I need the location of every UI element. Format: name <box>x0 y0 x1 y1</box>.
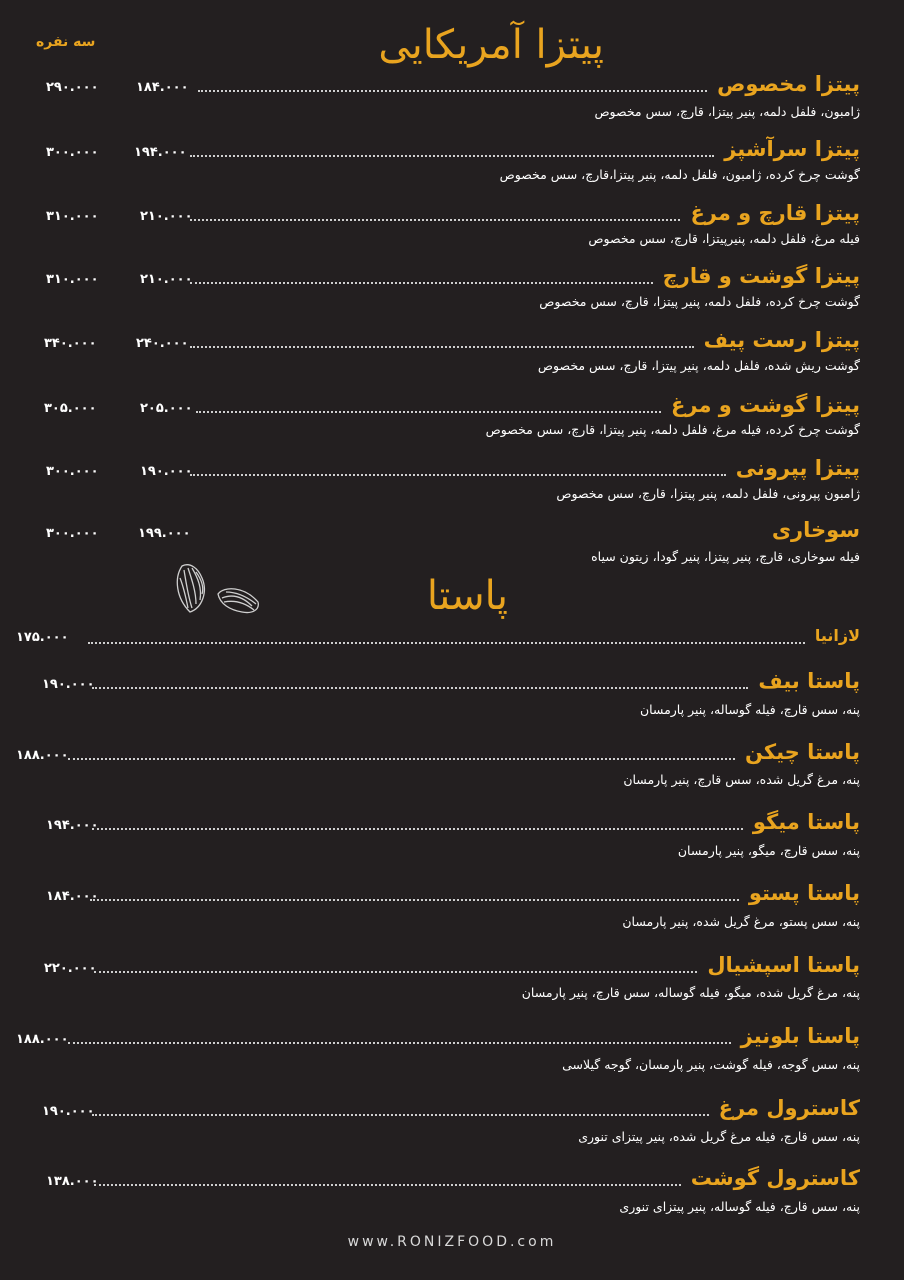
item-price: ۱۸۸.۰۰۰ <box>16 1032 69 1047</box>
item-price-large: ۳۱۰.۰۰۰ <box>46 209 99 224</box>
menu-item <box>92 808 860 836</box>
menu-item <box>196 391 860 419</box>
item-name: پاستا چیکن <box>744 740 860 764</box>
item-price: ۲۴۰.۰۰۰ <box>136 336 189 351</box>
dot-leader <box>190 346 694 348</box>
item-price-large: ۳۰۰.۰۰۰ <box>46 526 99 541</box>
pasta-shell-icon <box>172 558 268 618</box>
item-name: سوخاری <box>771 518 860 542</box>
item-price: ۲۱۰.۰۰۰ <box>140 209 193 224</box>
item-price-large: ۳۰۰.۰۰۰ <box>46 145 99 160</box>
item-name: پاستا بلونیز <box>740 1024 860 1048</box>
dot-leader <box>92 828 743 830</box>
item-description: ژامبون پپرونی، فلفل دلمه، پنیر پیتزا، قارچ، سس مخصوص <box>556 486 860 501</box>
item-name: پیتزا سرآشپز <box>724 137 860 161</box>
item-description: ژامبون، فلفل دلمه، پنیر پیتزا، قارچ، سس مخصوص <box>594 104 860 119</box>
item-description: فیله سوخاری، قارچ، پنیر پیتزا، پنیر گودا، زیتون سیاه <box>591 549 860 564</box>
menu-item <box>190 326 860 354</box>
menu-item <box>68 1022 860 1050</box>
dot-leader <box>68 1042 731 1044</box>
item-price-large: ۳۰۰.۰۰۰ <box>46 464 99 479</box>
item-price: ۲۱۰.۰۰۰ <box>140 272 193 287</box>
dot-leader <box>196 411 661 413</box>
menu-item <box>190 454 860 482</box>
dot-leader <box>92 687 748 689</box>
item-description: پنه، سس قارچ، فیله گوساله، پنیر پارمسان <box>639 702 860 717</box>
item-price: ۲۲۰.۰۰۰ <box>44 961 97 976</box>
item-name: پاستا اسپشیال <box>707 953 860 977</box>
menu-item <box>770 516 860 544</box>
item-price-large: ۳۴۰.۰۰۰ <box>44 336 97 351</box>
item-price: ۱۹۰.۰۰۰ <box>42 677 95 692</box>
item-name: کاسترول گوشت <box>690 1166 860 1190</box>
menu-item <box>88 622 860 650</box>
item-description: فیله مرغ، فلفل دلمه، پنیرپیتزا، قارچ، سس مخصوص <box>588 231 860 246</box>
item-price: ۱۹۴.۰۰۰ <box>134 145 187 160</box>
dot-leader <box>68 758 735 760</box>
item-price-large: ۳۱۰.۰۰۰ <box>46 272 99 287</box>
menu-item <box>68 738 860 766</box>
item-price: ۱۹۰.۰۰۰ <box>42 1104 95 1119</box>
item-description: گوشت چرخ کرده، فلفل دلمه، پنیر پیتزا، قارچ، سس مخصوص <box>539 294 860 309</box>
menu-item <box>190 135 860 163</box>
item-description: پنه، مرغ گریل شده، میگو، فیله گوساله، سس قارچ، پنیر پارمسان <box>521 985 860 1000</box>
item-price-large: ۲۹۰.۰۰۰ <box>46 80 99 95</box>
dot-leader <box>190 219 680 221</box>
item-name: کاسترول مرغ <box>718 1096 860 1120</box>
item-name: پاستا میگو <box>752 810 860 834</box>
menu-item <box>94 1164 860 1192</box>
pasta-section-title: پاستا <box>426 573 508 619</box>
website-footer: www.RONIZFOOD.com <box>347 1234 557 1250</box>
item-description: پنه، سس گوجه، فیله گوشت، پنیر پارمسان، گوجه گیلاسی <box>562 1057 860 1072</box>
item-name: پاستا بیف <box>758 669 860 693</box>
item-description: پنه، مرغ گریل شده، سس قارچ، پنیر پارمسان <box>623 772 860 787</box>
dot-leader <box>190 155 714 157</box>
item-name: پیتزا مخصوص <box>717 72 860 96</box>
item-price: ۱۹۰.۰۰۰ <box>140 464 193 479</box>
menu-item <box>92 1094 860 1122</box>
dot-leader <box>90 899 739 901</box>
dot-leader <box>88 642 805 644</box>
item-price: ۱۸۴.۰۰۰ <box>136 80 189 95</box>
item-name: پیتزا قارچ و مرغ <box>690 201 860 225</box>
menu-item <box>94 951 860 979</box>
menu-item <box>190 262 860 290</box>
dot-leader <box>94 971 697 973</box>
three-person-column-header: سه نفره <box>36 34 96 50</box>
pizza-section-title: پیتزا آمریکایی <box>378 22 604 68</box>
menu-item <box>92 667 860 695</box>
item-description: پنه، سس قارچ، فیله مرغ گریل شده، پنیر پیتزای تنوری <box>578 1129 860 1144</box>
dot-leader <box>190 282 653 284</box>
menu-item <box>190 199 860 227</box>
item-description: گوشت چرخ کرده، فیله مرغ، فلفل دلمه، پنیر پیتزا، قارچ، سس مخصوص <box>485 422 860 437</box>
item-description: پنه، سس قارچ، فیله گوساله، پنیر پیتزای تنوری <box>619 1199 860 1214</box>
dot-leader <box>94 1184 681 1186</box>
item-description: پنه، سس پستو، مرغ گریل شده، پنیر پارمسان <box>622 914 860 929</box>
item-price: ۱۷۵.۰۰۰ <box>16 630 69 645</box>
item-name: پیتزا گوشت و قارچ <box>662 264 860 288</box>
item-name: لازانیا <box>814 626 860 645</box>
item-description: گوشت ریش شده، فلفل دلمه، پنیر پیتزا، قارچ، سس مخصوص <box>537 358 860 373</box>
item-name: پاستا پستو <box>748 881 860 905</box>
dot-leader <box>198 90 707 92</box>
item-price: ۱۸۴.۰۰۰ <box>46 889 99 904</box>
menu-item <box>90 879 860 907</box>
item-description: گوشت چرخ کرده، ژامبون، فلفل دلمه، پنیر پیتزا،قارچ، سس مخصوص <box>499 167 860 182</box>
item-price: ۱۳۸.۰۰۰ <box>46 1174 99 1189</box>
item-name: پیتزا گوشت و مرغ <box>671 393 860 417</box>
item-price: ۱۹۴.۰۰۰ <box>46 818 99 833</box>
item-description: پنه، سس قارچ، میگو، پنیر پارمسان <box>677 843 860 858</box>
menu-item <box>198 70 860 98</box>
item-price: ۱۹۹.۰۰۰ <box>138 526 191 541</box>
item-name: پیتزا رست پیف <box>703 328 860 352</box>
dot-leader <box>190 474 726 476</box>
item-price: ۱۸۸.۰۰۰ <box>16 748 69 763</box>
dot-leader <box>92 1114 709 1116</box>
item-price: ۲۰۵.۰۰۰ <box>140 401 193 416</box>
item-name: پیتزا پپرونی <box>735 456 860 480</box>
item-price-large: ۳۰۵.۰۰۰ <box>44 401 97 416</box>
